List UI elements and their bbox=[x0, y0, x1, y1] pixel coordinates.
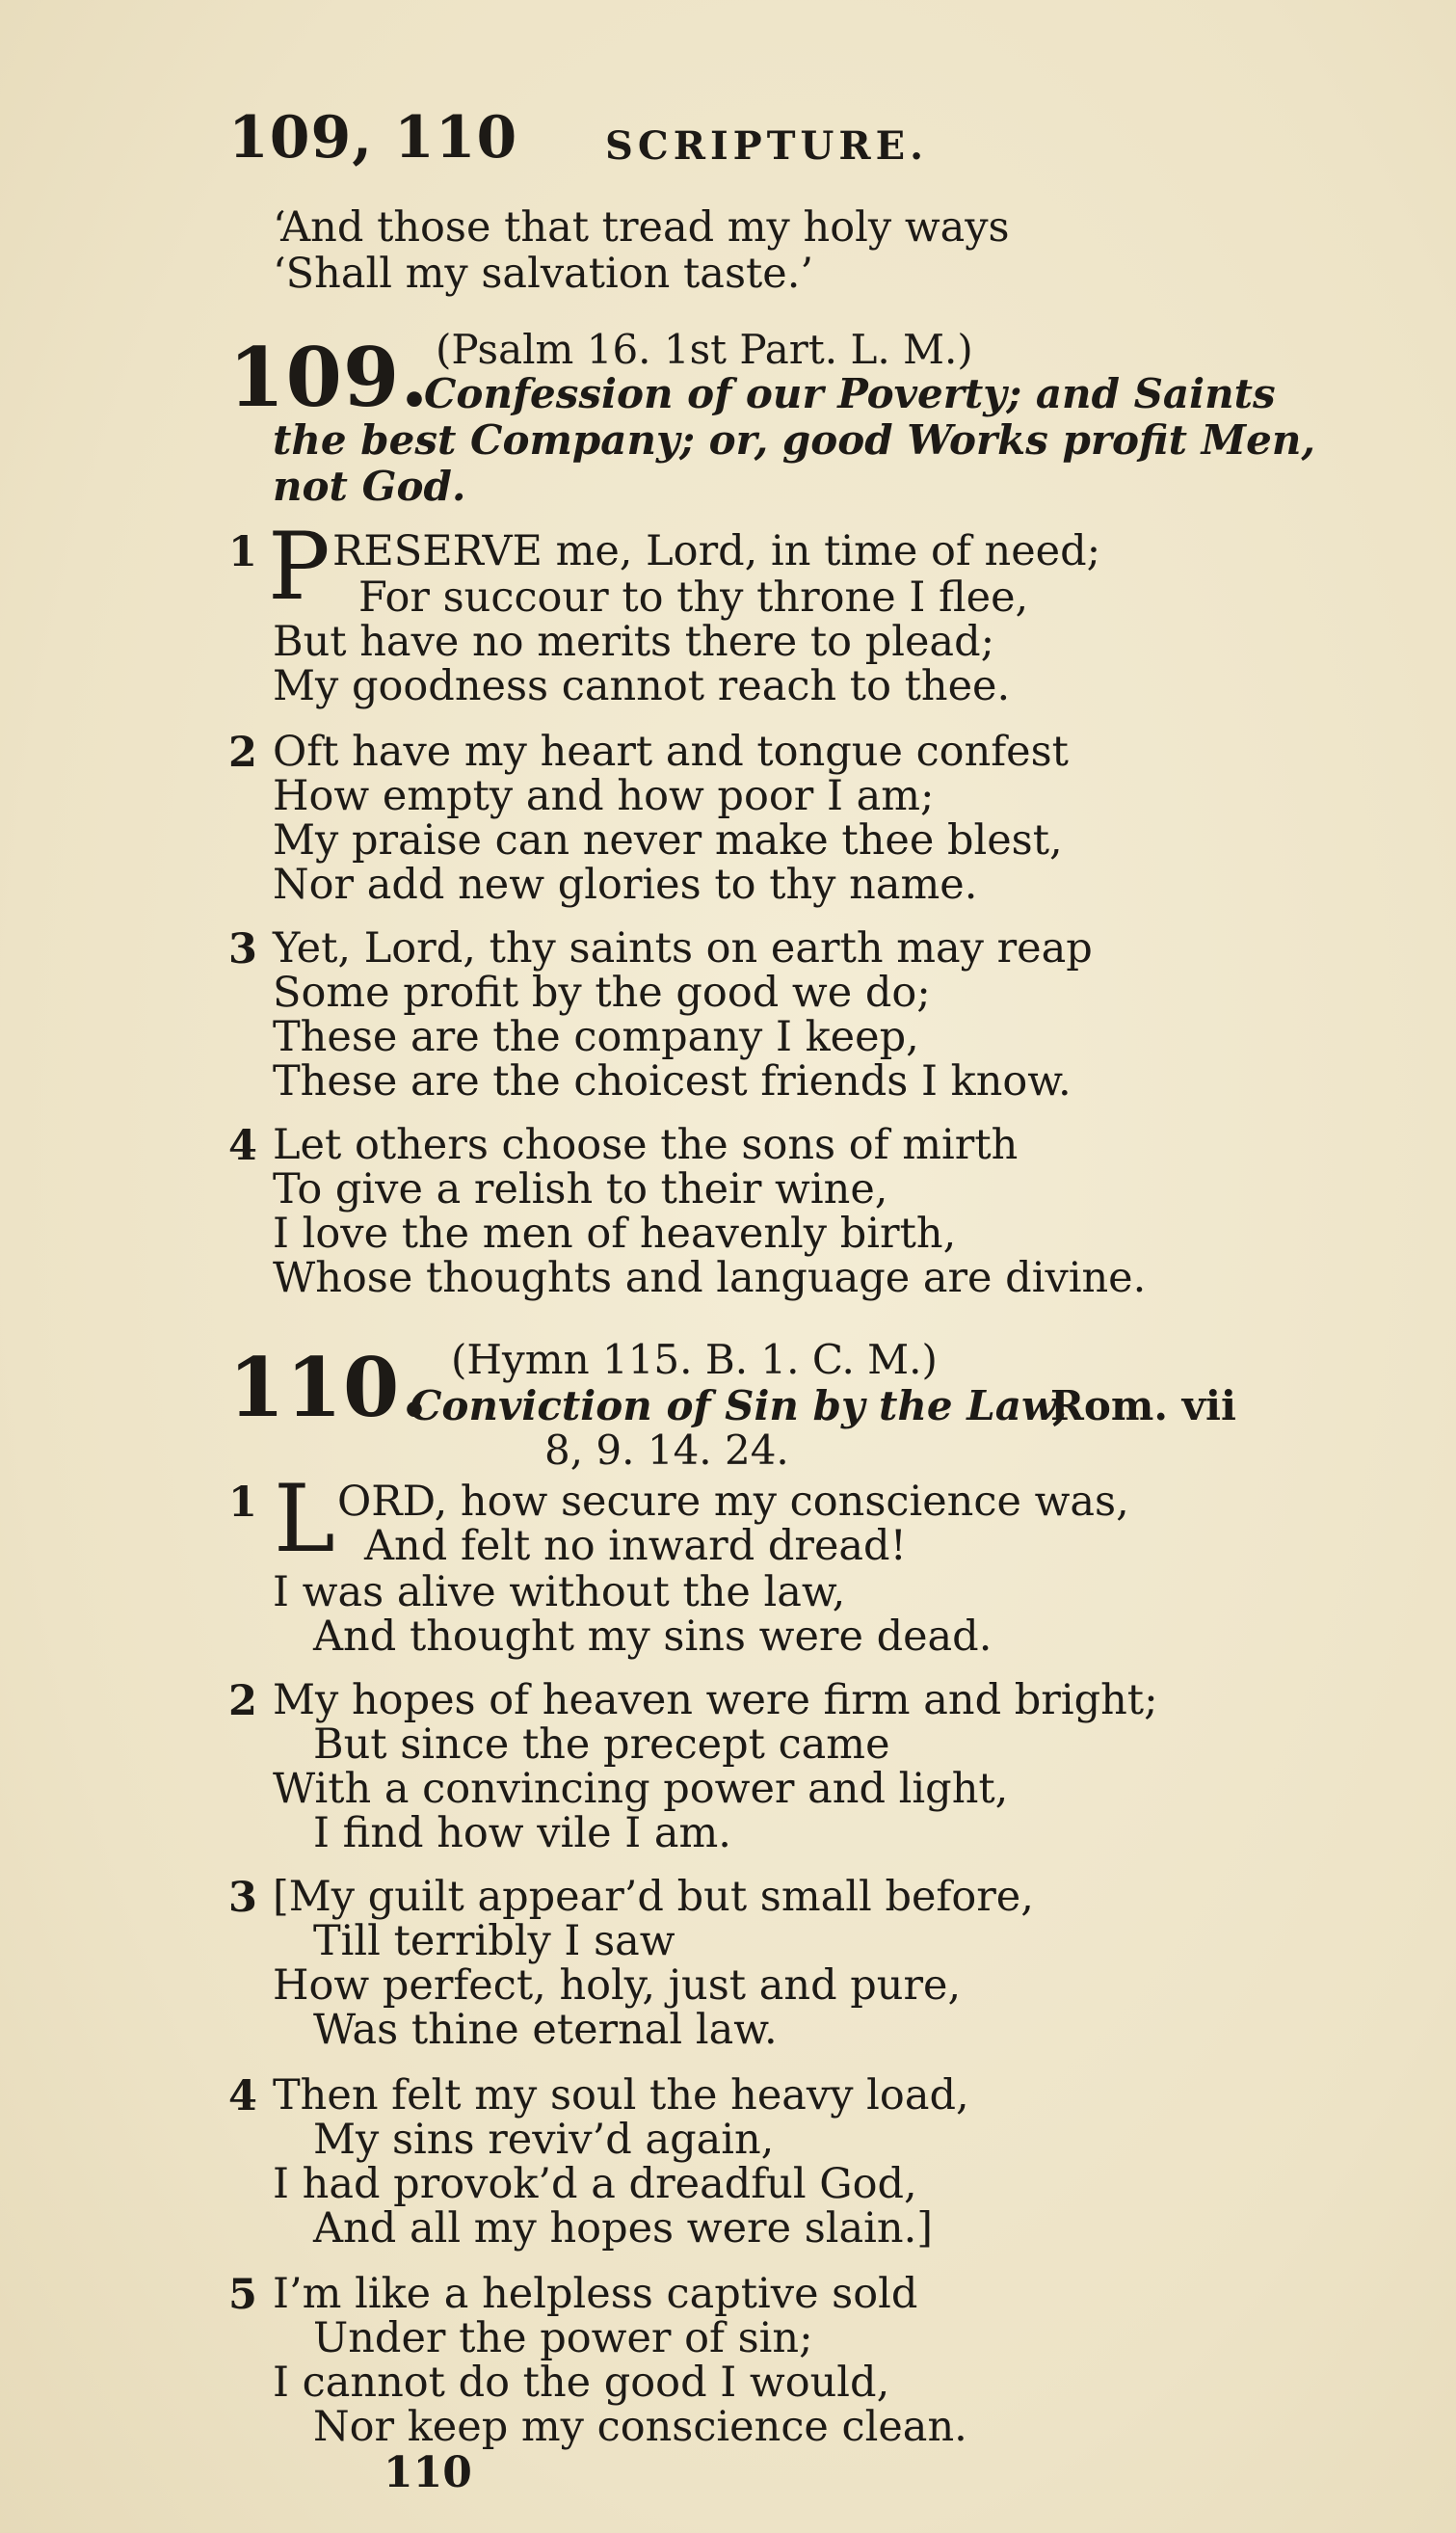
stanza-number: 4 bbox=[228, 1122, 257, 1170]
verse-line: My sins reviv’d again, bbox=[313, 2116, 775, 2164]
verse-line: My praise can never make thee blest, bbox=[273, 816, 1063, 865]
verse-line: I cannot do the good I would, bbox=[273, 2359, 890, 2407]
verse-line: And felt no inward dread! bbox=[364, 1522, 907, 1570]
verse-line: Oft have my heart and tongue confest bbox=[273, 728, 1069, 776]
verse-line: These are the company I keep, bbox=[273, 1013, 919, 1061]
verse-line: How perfect, holy, just and pure, bbox=[273, 1961, 962, 2010]
verse-line: And all my hopes were slain.] bbox=[313, 2204, 934, 2253]
stanza-number: 2 bbox=[228, 729, 257, 777]
page-range: 109, 110 bbox=[228, 104, 518, 172]
verse-line: I love the men of heavenly birth, bbox=[273, 1210, 957, 1258]
verse-line: But since the precept came bbox=[313, 1720, 890, 1769]
verse-line: Till terribly I saw bbox=[313, 1917, 675, 1965]
drop-cap: P bbox=[268, 513, 331, 621]
verse-line: For succour to thy throne I flee, bbox=[358, 573, 1029, 622]
hymn-number: 110. bbox=[228, 1340, 430, 1435]
verse-line: Let others choose the sons of mirth bbox=[273, 1121, 1019, 1169]
verse-line: How empty and how poor I am; bbox=[273, 772, 935, 820]
verse-line: These are the choicest friends I know. bbox=[273, 1057, 1072, 1106]
stanza-number: 1 bbox=[228, 528, 257, 576]
verse-line: And thought my sins were dead. bbox=[313, 1613, 993, 1661]
verse-line: I’m like a helpless captive sold bbox=[273, 2270, 918, 2318]
verse-line: Some profit by the good we do; bbox=[273, 969, 931, 1017]
verse-line: To give a relish to their wine, bbox=[273, 1165, 888, 1213]
stanza-number: 4 bbox=[228, 2072, 257, 2120]
running-title: SCRIPTURE. bbox=[605, 123, 929, 169]
carryover-line: ‘Shall my salvation taste.’ bbox=[273, 250, 814, 298]
verse-line: Nor keep my conscience clean. bbox=[313, 2403, 967, 2451]
verse-line: Whose thoughts and language are divine. bbox=[273, 1254, 1147, 1302]
verse-line: Yet, Lord, thy saints on earth may reap bbox=[273, 924, 1093, 973]
drop-cap: L bbox=[274, 1465, 335, 1573]
verse-line: I find how vile I am. bbox=[313, 1809, 731, 1857]
hymn-title: the best Company; or, good Works profit Men, bbox=[273, 416, 1315, 464]
verse-line: Under the power of sin; bbox=[313, 2314, 813, 2362]
verse-line: My hopes of heaven were firm and bright; bbox=[273, 1676, 1158, 1724]
stanza-number: 5 bbox=[228, 2271, 257, 2319]
verse-line: RESERVE me, Lord, in time of need; bbox=[332, 527, 1101, 575]
hymn-meter: (Psalm 16. 1st Part. L. M.) bbox=[436, 326, 973, 373]
verse-line: ORD, how secure my conscience was, bbox=[337, 1478, 1129, 1526]
verse-line: Nor add new glories to thy name. bbox=[273, 861, 978, 909]
verse-line: With a convincing power and light, bbox=[273, 1765, 1009, 1813]
verse-line: I had provok’d a dreadful God, bbox=[273, 2160, 917, 2208]
stanza-number: 1 bbox=[228, 1479, 257, 1527]
hymn-number: 109. bbox=[228, 330, 430, 425]
verse-line: Then felt my soul the heavy load, bbox=[273, 2071, 969, 2120]
hymn-title: not God. bbox=[273, 463, 466, 510]
stanza-number: 2 bbox=[228, 1677, 257, 1725]
scripture-reference: Rom. vii bbox=[1050, 1382, 1236, 1429]
verse-line: I was alive without the law, bbox=[273, 1568, 846, 1616]
verse-line: My goodness cannot reach to thee. bbox=[273, 662, 1011, 710]
stanza-number: 3 bbox=[228, 925, 257, 973]
verse-line: But have no merits there to plead; bbox=[273, 618, 995, 666]
carryover-line: ‘And those that tread my holy ways bbox=[273, 203, 1010, 252]
verse-line: Was thine eternal law. bbox=[313, 2006, 778, 2054]
hymn-title: Confession of our Poverty; and Saints bbox=[424, 370, 1276, 417]
hymn-title: Conviction of Sin by the Law, bbox=[410, 1382, 1068, 1429]
hymn-meter: (Hymn 115. B. 1. C. M.) bbox=[451, 1336, 938, 1383]
scripture-reference-verses: 8, 9. 14. 24. bbox=[544, 1426, 789, 1474]
page-folio: 110 bbox=[384, 2448, 472, 2497]
stanza-number: 3 bbox=[228, 1874, 257, 1922]
verse-line: [My guilt appear’d but small before, bbox=[273, 1873, 1034, 1921]
